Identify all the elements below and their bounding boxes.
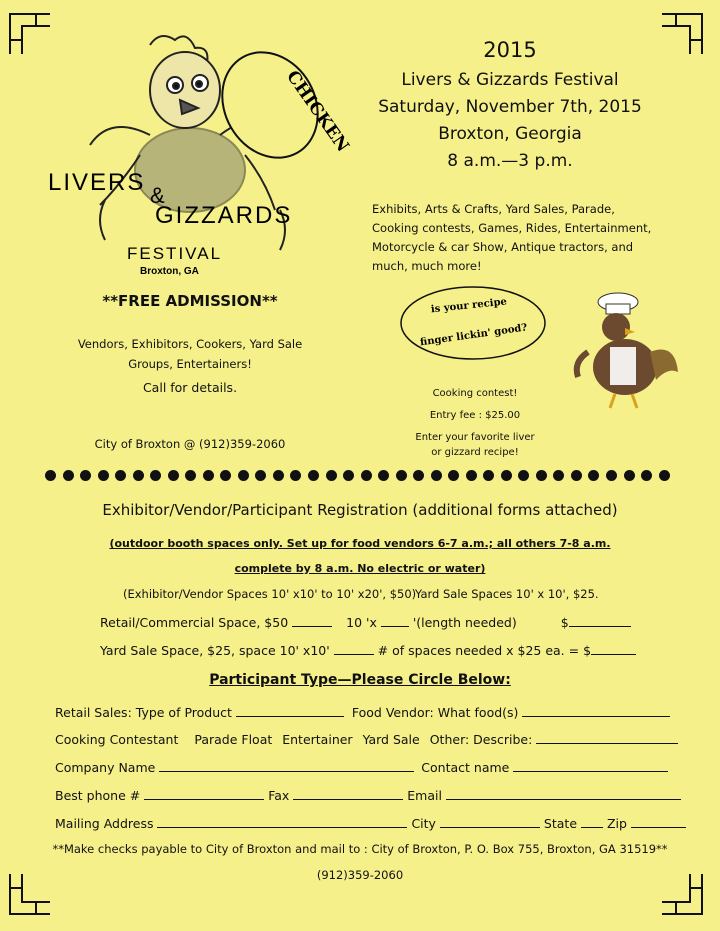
exhibitor-spaces: (Exhibitor/Vendor Spaces 10' x10' to 10' x20', $50) (123, 587, 417, 601)
festival-logo (40, 25, 353, 285)
event-hours: 8 a.m.—3 p.m. (447, 151, 573, 171)
type-other[interactable]: Other: Describe: (429, 732, 533, 747)
cooking-enter: Enter your favorite liver (415, 432, 535, 443)
registration-note-2: complete by 8 a.m. No electric or water) (234, 562, 486, 575)
retail-size-a: 10 'x (346, 615, 377, 630)
contact-label: Contact name (421, 760, 510, 775)
cooking-enter-2: or gizzard recipe! (431, 447, 519, 458)
retail-length-field[interactable] (381, 614, 409, 627)
product-type-field[interactable] (236, 704, 344, 717)
logo-word-festival: FESTIVAL (127, 244, 223, 263)
type-entertainer[interactable]: Entertainer (282, 732, 353, 747)
retail-sales-label: Retail Sales: Type of Product (55, 705, 232, 720)
company-row (55, 759, 668, 775)
type-cooking-contestant[interactable]: Cooking Contestant (55, 732, 179, 747)
retail-size-b: '(length needed) (412, 615, 517, 630)
dotted-divider (45, 470, 670, 484)
state-label: State (543, 816, 578, 831)
fax-label: Fax (268, 788, 290, 803)
registration-title: Exhibitor/Vendor/Participant Registration (additional forms attached) (102, 501, 618, 519)
state-field[interactable] (581, 815, 603, 828)
festival-name: Livers & Gizzards Festival (401, 70, 619, 90)
bubble-text: CHICKEN (282, 67, 353, 156)
city-label: City (411, 816, 436, 831)
yard-space-row (100, 642, 636, 658)
food-vendor-label: Food Vendor: What food(s) (351, 705, 519, 720)
company-label: Company Name (55, 760, 156, 775)
food-field[interactable] (522, 704, 670, 717)
city-field[interactable] (440, 815, 540, 828)
event-description: Exhibits, Arts & Crafts, Yard Sales, Parade, Cooking contests, Games, Rides, Entertainment, Motorcycle & car Show, Antique tractors, and much, much more! (372, 202, 652, 273)
phone-field[interactable] (144, 787, 264, 800)
yard-label: Yard Sale Space, $25, space 10' x10' (100, 643, 330, 658)
retail-space-row (100, 614, 631, 630)
contact-field[interactable] (513, 759, 668, 772)
mailing-label: Mailing Address (55, 816, 154, 831)
email-field[interactable] (446, 787, 681, 800)
free-admission: **FREE ADMISSION** (102, 292, 278, 310)
yard-quantity-field[interactable] (334, 642, 374, 655)
type-parade-float[interactable]: Parade Float (194, 732, 273, 747)
yard-amount-field[interactable] (591, 642, 636, 655)
event-year: 2015 (483, 38, 537, 62)
logo-word-livers: LIVERS (48, 169, 146, 196)
retail-dollar: $ (560, 615, 569, 630)
phone-label: Best phone # (55, 788, 141, 803)
logo-town: Broxton, GA (140, 266, 199, 277)
footer-phone: (912)359-2060 (316, 868, 404, 882)
payment-instructions: **Make checks payable to City of Broxton and mail to : City of Broxton, P. O. Box 755, Broxton, GA 31519** (52, 842, 668, 856)
city-contact: City of Broxton @ (912)359-2060 (94, 437, 286, 451)
cooking-contest-info (395, 383, 555, 460)
cooking-title: Cooking contest! (432, 388, 518, 399)
corner-ornament-top-right (660, 12, 704, 56)
email-label: Email (407, 788, 442, 803)
vendor-invite: Vendors, Exhibitors, Cookers, Yard Sale Groups, Entertainers! (77, 337, 303, 371)
zip-field[interactable] (631, 815, 686, 828)
retail-amount-field[interactable] (569, 614, 631, 627)
participant-types-row (55, 731, 678, 747)
badge-line1: is your recipe (430, 296, 508, 316)
zip-label: Zip (606, 816, 627, 831)
other-describe-field[interactable] (536, 731, 678, 744)
retail-label: Retail/Commercial Space, $50 (100, 615, 289, 630)
event-date: Saturday, November 7th, 2015 (378, 97, 642, 117)
type-yard-sale[interactable]: Yard Sale (362, 732, 420, 747)
retail-sales-row (55, 704, 670, 720)
badge-line2: finger lickin' good? (419, 322, 528, 349)
company-field[interactable] (159, 759, 414, 772)
phone-row (55, 787, 681, 803)
participant-heading: Participant Type—Please Circle Below: (209, 672, 511, 688)
recipe-badge (398, 283, 548, 363)
yard-spaces: Yard Sale Spaces 10' x 10', $25. (415, 587, 599, 601)
registration-note-1: (outdoor booth spaces only. Set up for food vendors 6-7 a.m.; all others 7-8 a.m. (109, 537, 611, 550)
event-location: Broxton, Georgia (438, 124, 582, 144)
logo-word-gizzards: GIZZARDS (155, 202, 293, 229)
call-for-details: Call for details. (142, 380, 238, 395)
cooking-fee: Entry fee : $25.00 (429, 410, 521, 421)
logo-ampersand: & (150, 183, 165, 208)
mailing-field[interactable] (157, 815, 407, 828)
mailing-row (55, 815, 686, 831)
chef-chicken-illustration (570, 292, 680, 412)
retail-quantity-field[interactable] (292, 614, 332, 627)
fax-field[interactable] (293, 787, 403, 800)
yard-count: # of spaces needed x $25 ea. = $ (377, 643, 592, 658)
